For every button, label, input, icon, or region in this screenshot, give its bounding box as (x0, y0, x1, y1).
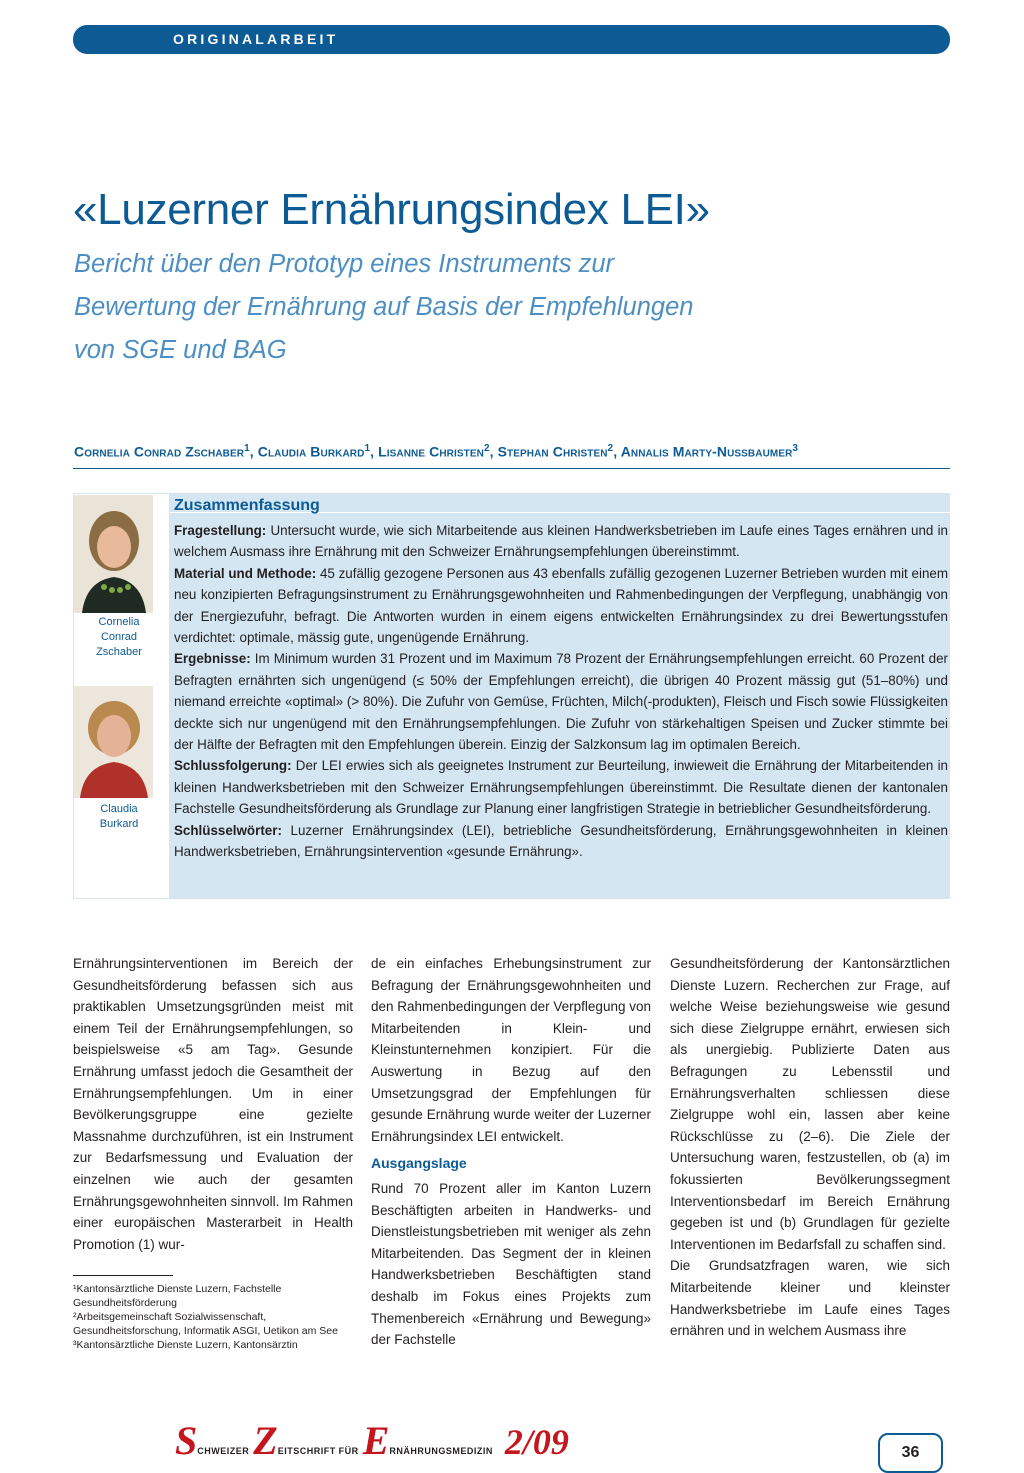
abstract-heading: Zusammenfassung (174, 497, 320, 514)
abstract-section (174, 520, 948, 563)
body-paragraph: de ein einfaches Erhebungsinstrument zur Befragung der Ernährungsgewohnheiten und den Rahmenbedingungen der Verpflegung von Mitarbeitenden in Klein- und Kleinstunternehmen konzipiert. Für die Auswertung in Bezug auf den Umsetzungsgrad der Empfehlungen für gesunde Ernährung wurde weiter der Luzerner Ernährungsindex LEI entwickelt. (371, 956, 651, 1144)
photo-caption (74, 615, 164, 660)
subtitle-line: Bewertung der Ernährung auf Basis der Empfehlungen (74, 293, 694, 321)
caption-line: Conrad (100, 631, 138, 643)
abstract-section-label: Schlüsselwörter: (174, 822, 282, 838)
abstract-section-text: Untersucht wurde, wie sich Mitarbeitende aus kleinen Handwerksbetrieben im Laufe eines Tages ernähren und in welchem Ausmass ihre Ernährung mit den Schweizer Ernährungsempfehlungen übereinstimmt. (174, 523, 948, 560)
body-column-3 (670, 953, 950, 1342)
author-affiliation: 1 (244, 443, 250, 454)
footnote: ¹Kantonsärztliche Dienste Luzern, Fachstelle Gesundheitsförderung (73, 1283, 282, 1309)
body-paragraph: Ernährungsinterventionen im Bereich der Gesundheitsförderung befassen sich aus praktikablen Umsetzungsgründen meist mit einem Teil der Ernährungsempfehlungen, so beispielsweise «5 am Tag». Gesunde Ernährung umfasst jedoch die Gesamtheit der Ernährungsempfehlungen. Um in einer Bevölkerungsgruppe eine gezielte Massnahme durchzuführen, ist ein Instrument zur Bedarfsmessung und Evaluation der einzelnen wie auch der gesamten Ernährungsgewohnheiten sinnvoll. Im Rahmen einer europäischen Masterarbeit in Health Promotion (1) wur- (73, 956, 353, 1252)
caption-line: Cornelia (98, 616, 140, 628)
footnote-divider (73, 1275, 173, 1276)
section-label: ORIGINALARBEIT (173, 31, 339, 47)
journal-logo (175, 1417, 569, 1463)
article-title: «Luzerner Ernährungsindex LEI» (73, 185, 710, 234)
photo-caption (74, 802, 164, 832)
abstract-section (174, 755, 948, 819)
author-affiliation: 2 (607, 443, 614, 454)
abstract-section-text: 45 zufällig gezogene Personen aus 43 ebenfalls zufällig gezogenen Luzerner Betrieben wurden mit einem neu konzipierten Befragungsinstrument zu Ernährungsgewohnheiten und Rahmenbedingungen der Verpflegung, unabhängig von der Energiezufuhr, befragt. Die Antworten wurden in einem eigens entwickelten Ernährungsindex zu drei Bewertungsstufen verdichtet: optimale, mässig gute, ungenügende Ernährung. (174, 565, 949, 646)
section-heading: Ausgangslage (371, 1155, 467, 1172)
subtitle-line: von SGE und BAG (74, 336, 287, 364)
caption-line: Burkard (99, 818, 139, 830)
abstract-section-text: Im Minimum wurden 31 Prozent und im Maximum 78 Prozent der Ernährungsempfehlungen erreicht. 60 Prozent der Befragten ernährten sich ungenügend (≤ 50% der Empfehlungen erreicht), die übrigen 40 Prozent mässig gut (51–80%) und niemand erreichte «optimal» (> 80%). Die Zufuhr von Gemüse, Früchten, Milch(-produkten), Fleisch und Fisch sowie Flüssigkeiten deckte sich nur ungenügend mit den Ernährungsempfehlungen. Die Zufuhr von stärkehaltigen Speisen und Zucker stimmte bei der Hälfte der Befragten mit den Empfehlungen überein. Einzig der Salzkonsum lag im optimalen Bereich. (174, 651, 948, 753)
body-column-1 (73, 953, 353, 1255)
abstract-section-text: Luzerner Ernährungsindex (LEI), betriebliche Gesundheitsförderung, Ernährungsgewohnheiten in kleinen Handwerksbetrieben, Ernährungsintervention «gesunde Ernährung». (174, 822, 948, 860)
caption-line: Claudia (100, 803, 138, 815)
author-name: Lisanne Christen (378, 443, 484, 460)
caption-line: Zschaber (96, 646, 142, 658)
abstract-section (174, 648, 948, 755)
author-name: Stephan Christen (497, 443, 608, 460)
page-number-box (878, 1433, 943, 1473)
abstract-section (174, 820, 948, 863)
issue-number: 2/09 (504, 1422, 569, 1462)
abstract-section-label: Material und Methode: (174, 565, 317, 581)
logo-letter: E (362, 1418, 390, 1463)
author-affiliation: 2 (483, 443, 490, 454)
author-separator: , (613, 443, 621, 460)
author-photo (74, 686, 153, 798)
author-separator: , (370, 443, 379, 460)
author-list (74, 443, 798, 460)
abstract-section (174, 563, 948, 649)
body-paragraph: Die Grundsatzfragen waren, wie sich Mitarbeitende kleiner und kleinster Handwerksbetriebe im Laufe eines Tages ernähren und in welchem Ausmass ihre (670, 1258, 950, 1339)
logo-word: CHWEIZER (197, 1446, 250, 1456)
abstract-section-label: Ergebnisse: (174, 651, 251, 667)
logo-word: EITSCHRIFT FÜR (277, 1446, 359, 1456)
portrait-image-icon (74, 686, 153, 798)
author-affiliation: 3 (792, 443, 799, 454)
logo-letter: Z (253, 1418, 278, 1463)
author-separator: , (489, 443, 498, 460)
subtitle-line: Bericht über den Prototyp eines Instruments zur (74, 250, 615, 278)
abstract-text (174, 520, 948, 863)
logo-word: RNÄHRUNGSMEDIZIN (389, 1446, 493, 1456)
author-name: Cornelia Conrad Zschaber (74, 443, 245, 460)
body-paragraph: Gesundheitsförderung der Kantonsärztlichen Dienste Luzern. Recherchen zur Frage, auf welche Weise beziehungsweise wie gesund sich diese Zielgruppe ernährt, erwiesen sich als unergiebig. Publizierte Daten aus Befragungen zu Lebensstil und Ernährungsverhalten schliessen diese Zielgruppe wohl ein, lassen aber keine Rückschlüsse zu (2–6). Die Ziele der Untersuchung waren, festzustellen, ob (a) im fokussierten Bevölkerungssegment Interventionsbedarf im Bereich Ernährung gegeben ist und (b) Grundlagen für gezielte Interventionen im Bedarfsfall zu schaffen sind. (670, 956, 950, 1252)
author-divider (73, 468, 950, 469)
author-name: Claudia Burkard (257, 443, 365, 460)
portrait-image-icon (74, 495, 153, 613)
page-number: 36 (901, 1444, 920, 1461)
abstract-section-label: Schlussfolgerung: (174, 758, 292, 774)
body-column-2 (371, 953, 651, 1351)
abstract-section-label: Fragestellung: (174, 523, 267, 538)
author-separator: , (249, 443, 258, 460)
logo-letter: S (175, 1418, 198, 1463)
body-paragraph: Rund 70 Prozent aller im Kanton Luzern Beschäftigten arbeiten in Handwerks- und Dienstleistungsbetrieben mit weniger als zehn Mitarbeitenden. Das Segment der in kleinen Handwerksbetrieben Beschäftigten stand deshalb im Fokus eines Projekts zum Themenbereich «Ernährung und Bewegung» der Fachstelle (371, 1180, 651, 1348)
footnote: ³Kantonsärztliche Dienste Luzern, Kantonsärztin (73, 1339, 298, 1351)
article-subtitle (74, 243, 934, 372)
footnote: ²Arbeitsgemeinschaft Sozialwissenschaft, Gesundheitsforschung, Informatik ASGI, Uetikon am See (73, 1311, 338, 1337)
author-photo (74, 495, 153, 613)
author-name: Annalis Marty-Nussbaumer (620, 443, 793, 460)
abstract-section-text: Der LEI erwies sich als geeignetes Instrument zur Beurteilung, inwieweit die Ernährung der Mitarbeitenden in kleinen Handwerksbetrieben mit den Schweizer Ernährungsempfehlungen übereinstimmt. Die Resultate dienen der kantonalen Fachstelle Gesundheitsförderung als Grundlage zur Planung einer langfristigen Strategie in betrieblicher Gesundheitsförderung. (174, 758, 948, 817)
section-banner (73, 25, 950, 54)
footnotes (73, 1282, 353, 1352)
author-affiliation: 1 (364, 443, 371, 454)
